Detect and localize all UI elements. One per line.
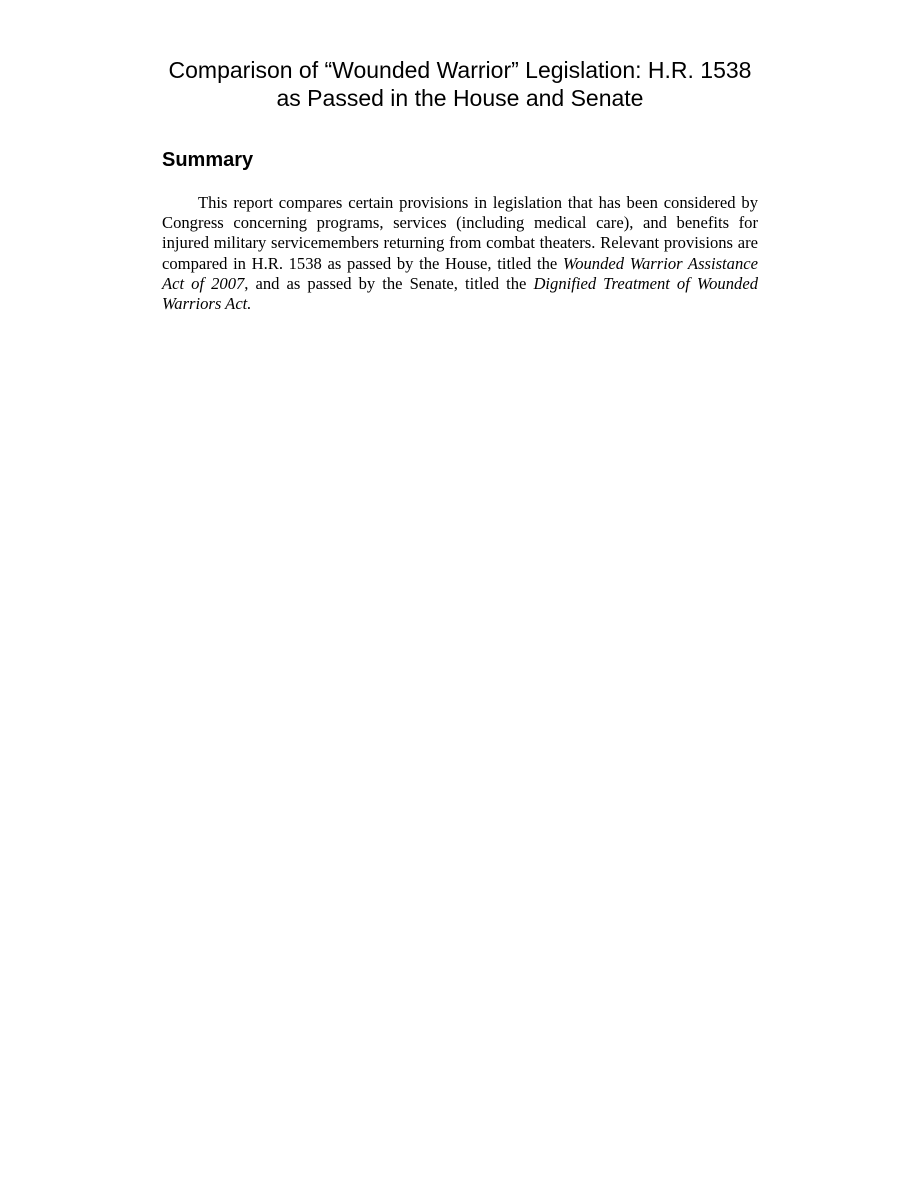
house-bill-title: Wounded Warrior Assistance Act of 2007	[162, 253, 758, 293]
summary-heading: Summary	[162, 149, 254, 171]
document-title: Comparison of “Wounded Warrior” Legislation: H.R. 1538 as Passed in the House and Senate	[168, 57, 752, 111]
summary-text-part-1: This report compares certain provisions in legislation that has been considered by Congress concerning programs, services (including medical care), and benefits for injured military servicemembers returning from combat theaters. Relevant provisions are compared in H.R. 1538 as passed by the House, titled the	[162, 193, 758, 273]
senate-bill-title: Dignified Treatment of Wounded Warriors Act.	[162, 273, 758, 314]
document-page	[162, 56, 758, 314]
summary-paragraph	[162, 193, 758, 314]
summary-text-part-2: , and as passed by the Senate, titled the	[244, 273, 534, 293]
